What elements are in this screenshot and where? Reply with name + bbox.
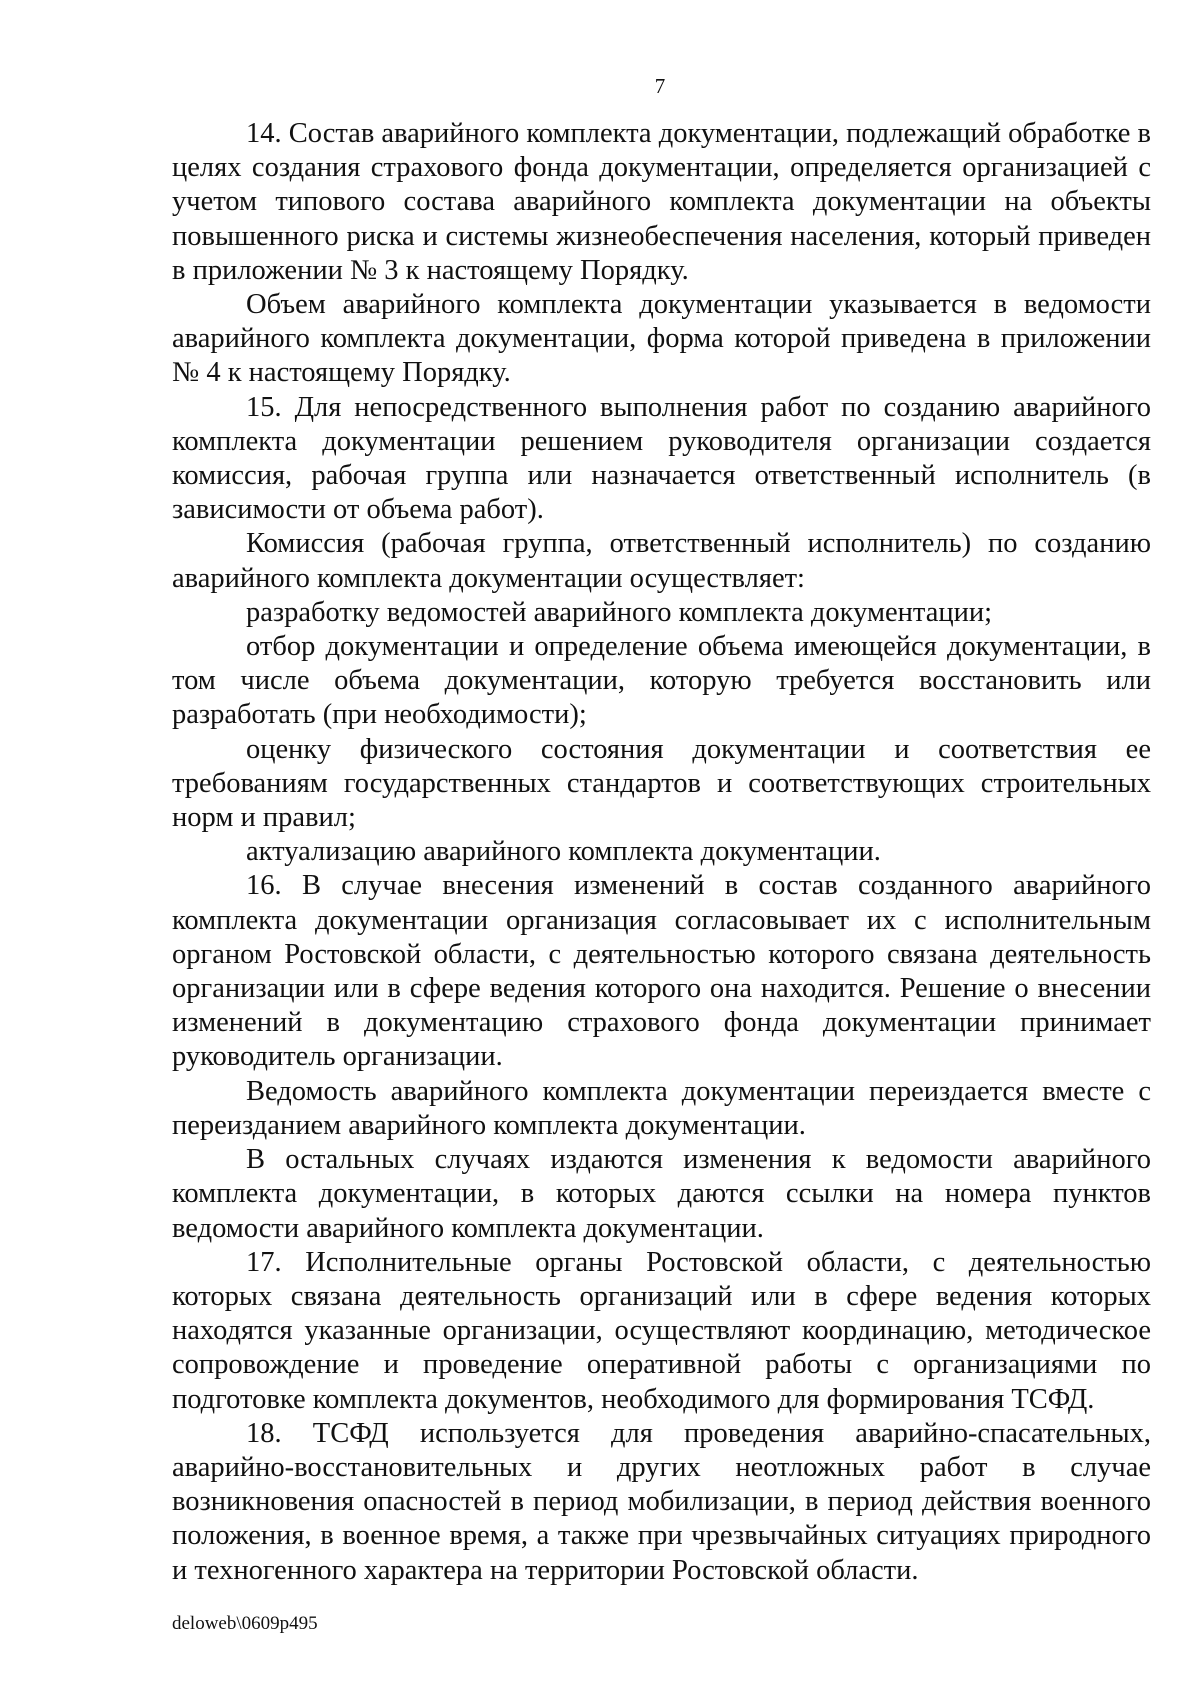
footer-document-code: deloweb\0609p495 [172,1613,318,1634]
paragraph-15-commission: Комиссия (рабочая группа, ответственный исполнитель) по созданию аварийного комплекта документации осуществляет: [172,528,1151,594]
list-item-actualization: актуализацию аварийного комплекта документации. [246,836,881,868]
list-item-development: разработку ведомостей аварийного комплекта документации; [246,596,993,628]
paragraph-17: 17. Исполнительные органы Ростовской области, с деятельностью которых связана деятельность организаций или в сфере ведения которых находятся указанные организации, осуществляют координацию, методическое сопровождение и проведение оперативной работы с организациями по подготовке комплекта документов, необходимого для формирования ТСФД. [172,1246,1151,1415]
paragraph-15: 15. Для непосредственного выполнения работ по созданию аварийного комплекта документации решением руководителя организации создается комиссия, рабочая группа или назначается ответственный исполнитель (в зависимости от объема работ). [172,391,1151,526]
paragraph-16-reissue: Ведомость аварийного комплекта документации переиздается вместе с переизданием аварийного комплекта документации. [172,1075,1151,1141]
list-item-assessment: оценку физического состояния документации и соответствия ее требованиям государственных стандартов и соответствующих строительных норм и правил; [172,733,1151,834]
list-item-selection: отбор документации и определение объема имеющейся документации, в том числе объема документации, которую требуется восстановить или разработать (при необходимости); [172,631,1151,731]
paragraph-14: 14. Состав аварийного комплекта документации, подлежащий обработке в целях создания страхового фонда документации, определяется организацией с учетом типового состава аварийного комплекта документации на объекты повышенного риска и системы жизнеобеспечения населения, который приведен в приложении № 3 к настоящему Порядку. [172,118,1151,286]
paragraph-18: 18. ТСФД используется для проведения аварийно-спасательных, аварийно-восстановительных и других неотложных работ в случае возникновения опасностей в период мобилизации, в период действия военного положения, в военное время, а также при чрезвычайных ситуациях природного и техногенного характера на территории Ростовской области. [172,1417,1151,1586]
paragraph-16: 16. В случае внесения изменений в состав созданного аварийного комплекта документации организация согласовывает их с исполнительным органом Ростовской области, с деятельностью которого связана деятельность организации или в сфере ведения которого она находится. Решение о внесении изменений в документацию страхового фонда документации принимает руководитель организации. [172,870,1151,1073]
page-number: 7 [654,74,666,98]
paragraph-14-volume: Объем аварийного комплекта документации указывается в ведомости аварийного комплекта документации, форма которой приведена в приложении № 4 к настоящему Порядку. [172,289,1151,389]
paragraph-16-other-cases: В остальных случаях издаются изменения к ведомости аварийного комплекта документации, в которых даются ссылки на номера пунктов ведомости аварийного комплекта документации. [172,1144,1151,1244]
document-body [172,117,1151,1588]
